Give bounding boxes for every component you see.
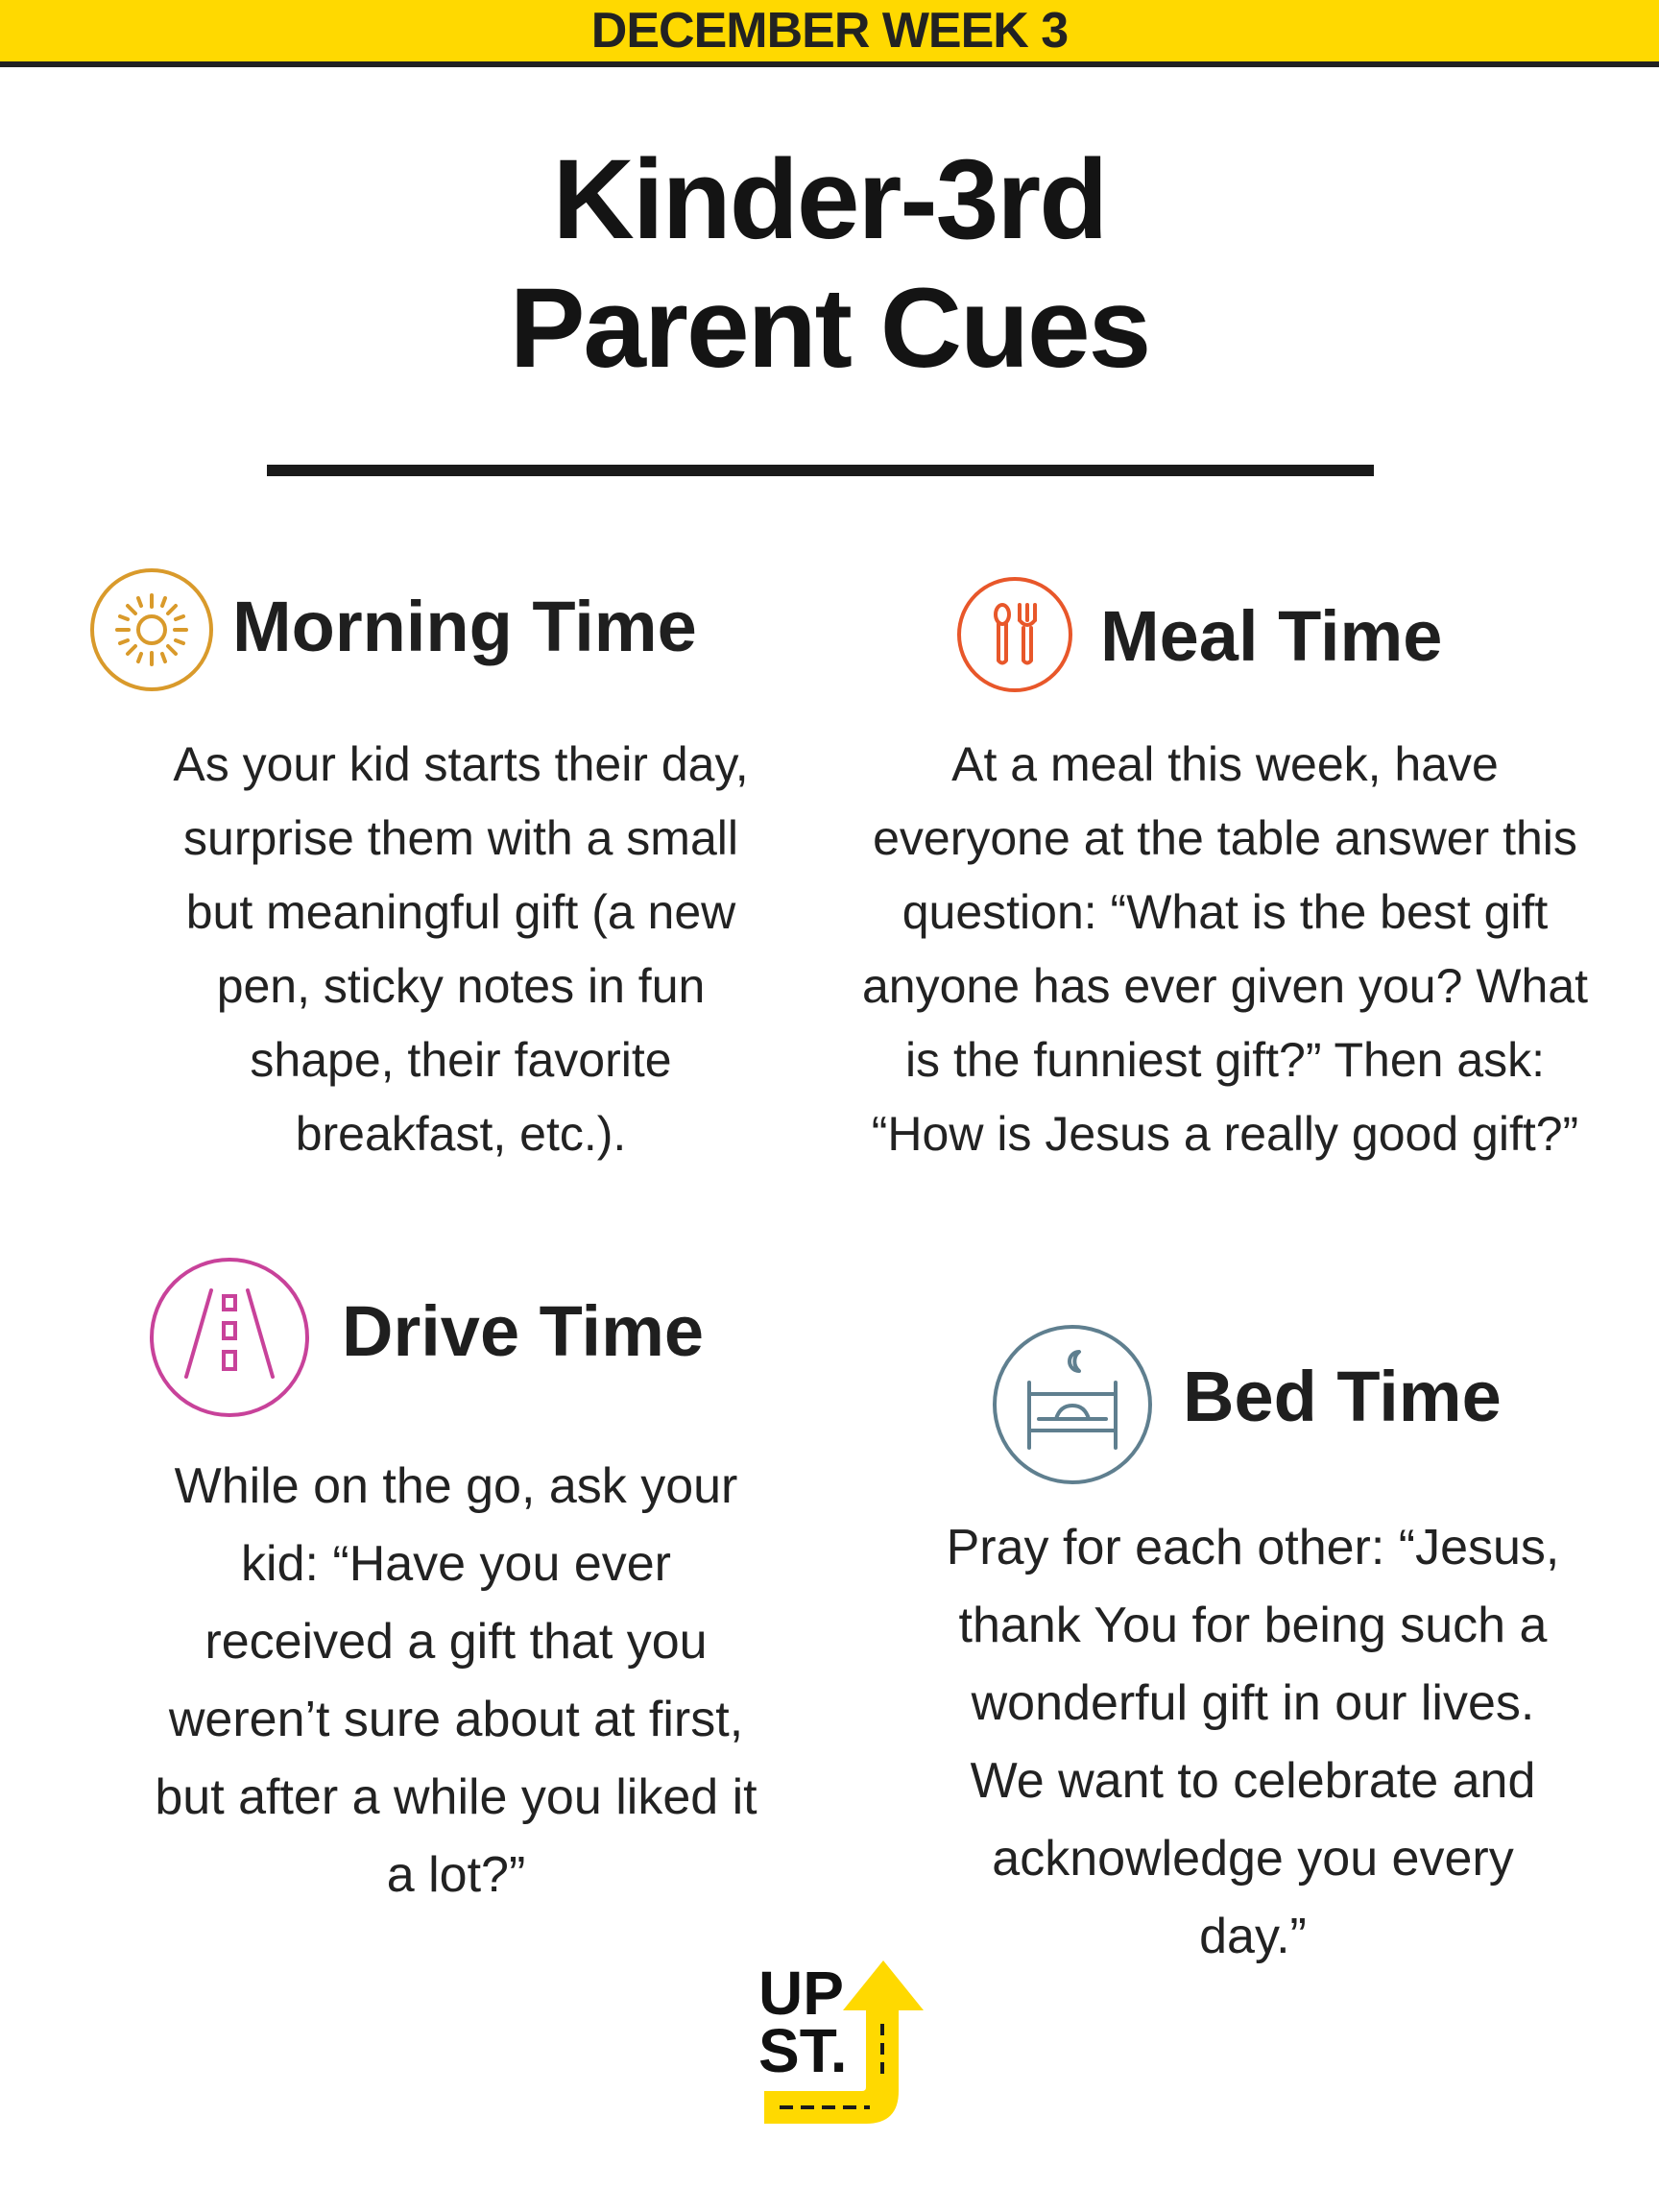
meal-line: At a meal this week, have bbox=[951, 737, 1499, 791]
meal-time-heading: Meal Time bbox=[1100, 596, 1443, 676]
morning-line: pen, sticky notes in fun bbox=[216, 959, 706, 1013]
meal-line: “How is Jesus a really good gift?” bbox=[871, 1107, 1579, 1161]
bed-line: Pray for each other: “Jesus, bbox=[946, 1520, 1560, 1575]
upstreet-logo bbox=[755, 1957, 927, 2129]
bed-line: acknowledge you every bbox=[992, 1831, 1514, 1887]
utensils-icon bbox=[956, 576, 1073, 693]
bed-line: day.” bbox=[1199, 1909, 1307, 1964]
road-icon bbox=[148, 1256, 311, 1419]
meal-time-text bbox=[822, 728, 1628, 1171]
logo-text-line1: UP bbox=[758, 1959, 844, 2028]
logo-text-line2: ST. bbox=[758, 2016, 848, 2085]
morning-time-text bbox=[77, 728, 845, 1171]
page-title-line2: Parent Cues bbox=[509, 265, 1150, 392]
week-banner bbox=[0, 0, 1659, 67]
meal-line: anyone has ever given you? What bbox=[861, 959, 1589, 1013]
page-title-line1: Kinder-3rd bbox=[552, 136, 1107, 263]
drive-line: received a gift that you bbox=[204, 1614, 708, 1670]
drive-line: but after a while you liked it bbox=[155, 1769, 757, 1825]
bed-line: We want to celebrate and bbox=[970, 1753, 1536, 1809]
bed-moon-icon bbox=[991, 1323, 1154, 1486]
meal-line: is the funniest gift?” Then ask: bbox=[904, 1033, 1546, 1087]
morning-line: but meaningful gift (a new bbox=[185, 885, 736, 939]
bed-time-heading: Bed Time bbox=[1183, 1357, 1502, 1436]
drive-line: weren’t sure about at first, bbox=[168, 1692, 744, 1747]
drive-line: a lot?” bbox=[386, 1847, 526, 1903]
title-divider bbox=[267, 465, 1374, 476]
bed-time-text bbox=[845, 1509, 1659, 1976]
drive-line: While on the go, ask your bbox=[174, 1458, 738, 1514]
drive-line: kid: “Have you ever bbox=[241, 1536, 671, 1592]
bed-line: thank You for being such a bbox=[958, 1598, 1548, 1653]
meal-line: question: “What is the best gift bbox=[902, 885, 1549, 939]
morning-line: surprise them with a small bbox=[183, 811, 738, 865]
drive-time-text bbox=[77, 1448, 835, 1914]
morning-line: breakfast, etc.). bbox=[295, 1107, 627, 1161]
morning-line: shape, their favorite bbox=[250, 1033, 672, 1087]
sun-icon bbox=[88, 566, 215, 693]
meal-line: everyone at the table answer this bbox=[873, 811, 1577, 865]
drive-time-heading: Drive Time bbox=[342, 1291, 705, 1371]
morning-time-heading: Morning Time bbox=[232, 587, 697, 666]
morning-line: As your kid starts their day, bbox=[173, 737, 749, 791]
week-banner-label: DECEMBER WEEK 3 bbox=[590, 3, 1069, 59]
bed-line: wonderful gift in our lives. bbox=[971, 1675, 1535, 1731]
